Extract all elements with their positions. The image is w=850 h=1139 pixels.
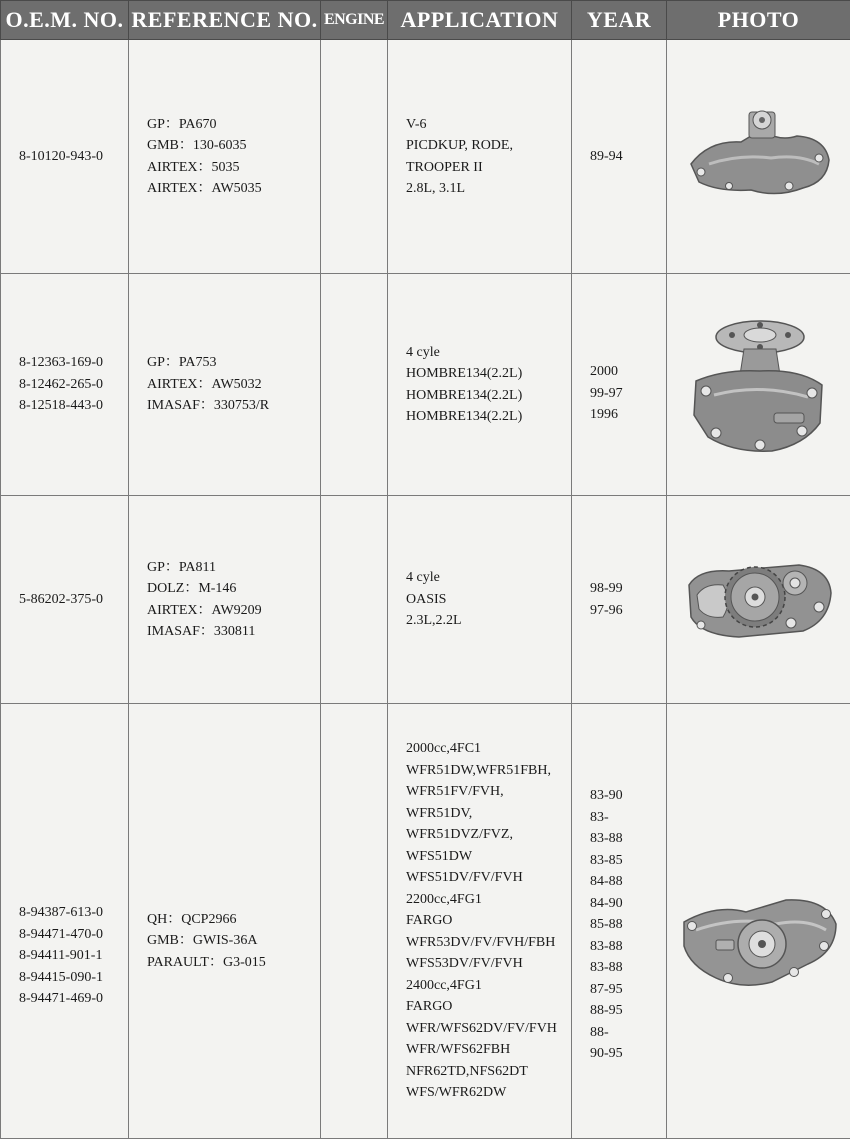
year-cell: [572, 496, 667, 704]
oem-number: 5-86202-375-0: [19, 589, 128, 611]
header-application: APPLICATION: [388, 1, 572, 40]
application-line: 2.8L, 3.1L: [406, 178, 571, 200]
application-line: NFR62TD,NFS62DT: [406, 1061, 571, 1083]
oem-number: 8-12363-169-0: [19, 352, 128, 374]
application-line: FARGO: [406, 996, 571, 1018]
year-line: 88-: [590, 1022, 666, 1044]
year-line: 83-90: [590, 785, 666, 807]
table-row: [1, 40, 850, 274]
application-cell: [388, 704, 572, 1139]
header-reference: REFERENCE NO.: [129, 1, 321, 40]
table-row: [1, 704, 850, 1139]
reference-line: QH：QCP2966: [147, 909, 320, 931]
reference-line: GP：PA811: [147, 557, 320, 579]
reference-cell: [129, 496, 321, 704]
application-line: V-6: [406, 114, 571, 136]
application-line: WFR51DW,WFR51FBH,: [406, 760, 571, 782]
water-pump-photo: [684, 305, 834, 465]
application-line: WFR51DV,: [406, 803, 571, 825]
header-photo: PHOTO: [667, 1, 850, 40]
application-line: WFS51DW: [406, 846, 571, 868]
application-line: WFR51DVZ/FVZ,: [406, 824, 571, 846]
year-line: 85-88: [590, 914, 666, 936]
reference-cell: [129, 274, 321, 496]
reference-line: AIRTEX：AW5035: [147, 178, 320, 200]
engine-cell: [321, 40, 388, 274]
oem-cell: [1, 704, 129, 1139]
reference-cell: [129, 40, 321, 274]
reference-line: PARAULT：G3-015: [147, 952, 320, 974]
engine-cell: [321, 274, 388, 496]
reference-line: AIRTEX：AW5032: [147, 374, 320, 396]
application-line: 2200cc,4FG1: [406, 889, 571, 911]
year-line: 83-88: [590, 957, 666, 979]
year-cell: [572, 274, 667, 496]
application-cell: [388, 496, 572, 704]
year-line: 1996: [590, 404, 666, 426]
application-line: WFS53DV/FV/FVH: [406, 953, 571, 975]
header-row: [1, 1, 850, 40]
reference-line: DOLZ：M-146: [147, 578, 320, 600]
application-line: WFR/WFS62FBH: [406, 1039, 571, 1061]
oem-cell: [1, 496, 129, 704]
year-line: 84-90: [590, 893, 666, 915]
reference-line: GMB：130-6035: [147, 135, 320, 157]
application-cell: [388, 40, 572, 274]
photo-cell: [667, 40, 850, 274]
application-line: 2.3L,2.2L: [406, 610, 571, 632]
oem-number: 8-94471-470-0: [19, 924, 128, 946]
application-line: WFR53DV/FV/FVH/FBH: [406, 932, 571, 954]
table-row: [1, 496, 850, 704]
water-pump-photo: [679, 102, 839, 212]
header-year: YEAR: [572, 1, 667, 40]
year-line: 83-88: [590, 828, 666, 850]
oem-cell: [1, 274, 129, 496]
photo-cell: [667, 274, 850, 496]
year-cell: [572, 40, 667, 274]
water-pump-gear-photo: [679, 545, 839, 655]
oem-number: 8-10120-943-0: [19, 146, 128, 168]
application-line: 2000cc,4FC1: [406, 738, 571, 760]
year-line: 99-97: [590, 383, 666, 405]
application-line: HOMBRE134(2.2L): [406, 406, 571, 428]
year-line: 98-99: [590, 578, 666, 600]
header-oem: O.E.M. NO.: [1, 1, 129, 40]
application-cell: [388, 274, 572, 496]
application-line: PICDKUP, RODE,: [406, 135, 571, 157]
reference-line: AIRTEX：5035: [147, 157, 320, 179]
application-line: WFS51DV/FV/FVH: [406, 867, 571, 889]
application-line: WFR/WFS62DV/FV/FVH: [406, 1018, 571, 1040]
reference-line: GMB：GWIS-36A: [147, 930, 320, 952]
engine-cell: [321, 496, 388, 704]
reference-line: GP：PA753: [147, 352, 320, 374]
engine-cell: [321, 704, 388, 1139]
oem-number: 8-94471-469-0: [19, 988, 128, 1010]
photo-cell: [667, 496, 850, 704]
oem-number: 8-94411-901-1: [19, 945, 128, 967]
reference-line: GP：PA670: [147, 114, 320, 136]
year-line: 84-88: [590, 871, 666, 893]
oem-number: 8-94415-090-1: [19, 967, 128, 989]
year-line: 2000: [590, 361, 666, 383]
oem-number: 8-94387-613-0: [19, 902, 128, 924]
year-line: 83-88: [590, 936, 666, 958]
application-line: FARGO: [406, 910, 571, 932]
application-line: OASIS: [406, 589, 571, 611]
application-line: HOMBRE134(2.2L): [406, 385, 571, 407]
application-line: TROOPER II: [406, 157, 571, 179]
reference-line: IMASAF：330753/R: [147, 395, 320, 417]
oem-number: 8-12518-443-0: [19, 395, 128, 417]
year-cell: [572, 704, 667, 1139]
year-line: 87-95: [590, 979, 666, 1001]
year-line: 97-96: [590, 600, 666, 622]
year-line: 88-95: [590, 1000, 666, 1022]
photo-cell: [667, 704, 850, 1139]
application-line: WFR51FV/FVH,: [406, 781, 571, 803]
water-pump-flange-photo: [676, 886, 841, 996]
application-line: 2400cc,4FG1: [406, 975, 571, 997]
reference-line: IMASAF：330811: [147, 621, 320, 643]
year-line: 89-94: [590, 146, 666, 168]
reference-cell: [129, 704, 321, 1139]
oem-number: 8-12462-265-0: [19, 374, 128, 396]
year-line: 90-95: [590, 1043, 666, 1065]
oem-cell: [1, 40, 129, 274]
year-line: 83-: [590, 807, 666, 829]
reference-line: AIRTEX：AW9209: [147, 600, 320, 622]
application-line: 4 cyle: [406, 342, 571, 364]
application-line: WFS/WFR62DW: [406, 1082, 571, 1104]
application-line: HOMBRE134(2.2L): [406, 363, 571, 385]
year-line: 83-85: [590, 850, 666, 872]
application-line: 4 cyle: [406, 567, 571, 589]
header-engine: ENGINE: [321, 1, 388, 40]
table-row: [1, 274, 850, 496]
